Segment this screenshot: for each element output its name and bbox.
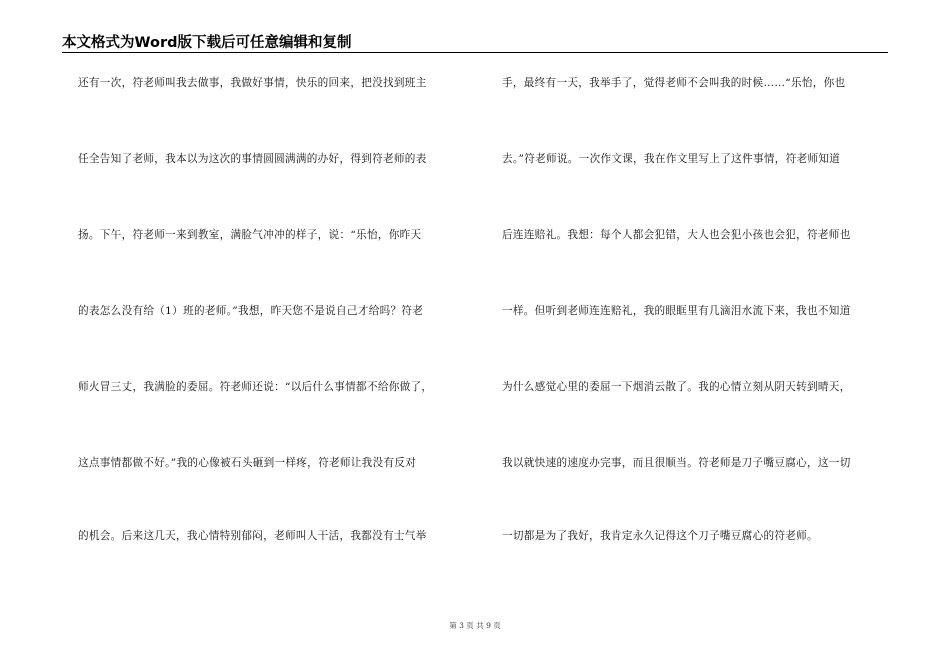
document-header-title: 本文格式为Word版下载后可任意编辑和复制 bbox=[62, 35, 352, 51]
right-line-5: 为什么感觉心里的委屈一下烟消云散了。我的心情立刻从阴天转到晴天， bbox=[502, 381, 851, 393]
right-line-1: 手，最终有一天，我举手了，觉得老师不会叫我的时候……“乐怡，你也 bbox=[502, 77, 846, 89]
right-line-4: 一样。但听到老师连连赔礼，我的眼眶里有几滴泪水流下来，我也不知道 bbox=[502, 305, 851, 317]
left-line-4: 的表怎么没有给（1）班的老师。”我想，昨天您不是说自己才给吗？符老 bbox=[78, 305, 424, 317]
left-line-3: 扬。下午，符老师一来到教室，满脸气冲冲的样子，说：“乐怡，你昨天 bbox=[78, 229, 422, 241]
left-line-5: 师火冒三丈，我满脸的委屈。符老师还说：“以后什么事情都不给你做了， bbox=[78, 381, 433, 393]
page-number: 第 3 页 共 9 页 bbox=[449, 621, 501, 630]
right-line-6: 我以就快速的速度办完事，而且很顺当。符老师是刀子嘴豆腐心，这一切 bbox=[502, 457, 851, 469]
right-line-2: 去。”符老师说。一次作文课，我在作文里写上了这件事情，符老师知道 bbox=[502, 153, 841, 165]
left-line-6: 这点事情都做不好。”我的心像被石头砸到一样疼，符老师让我没有反对 bbox=[78, 457, 417, 469]
right-line-7: 一切都是为了我好，我肯定永久记得这个刀子嘴豆腐心的符老师。 bbox=[502, 530, 818, 542]
left-line-1: 还有一次，符老师叫我去做事，我做好事情，快乐的回来，把没找到班主 bbox=[78, 77, 427, 89]
left-line-2: 任全告知了老师，我本以为这次的事情圆圆满满的办好，得到符老师的表 bbox=[78, 153, 427, 165]
left-line-7: 的机会。后来这几天，我心情特别郁闷，老师叫人干活，我都没有士气举 bbox=[78, 530, 427, 542]
right-line-3: 后连连赔礼。我想：每个人都会犯错，大人也会犯小孩也会犯，符老师也 bbox=[502, 229, 851, 241]
header-divider bbox=[62, 52, 888, 53]
